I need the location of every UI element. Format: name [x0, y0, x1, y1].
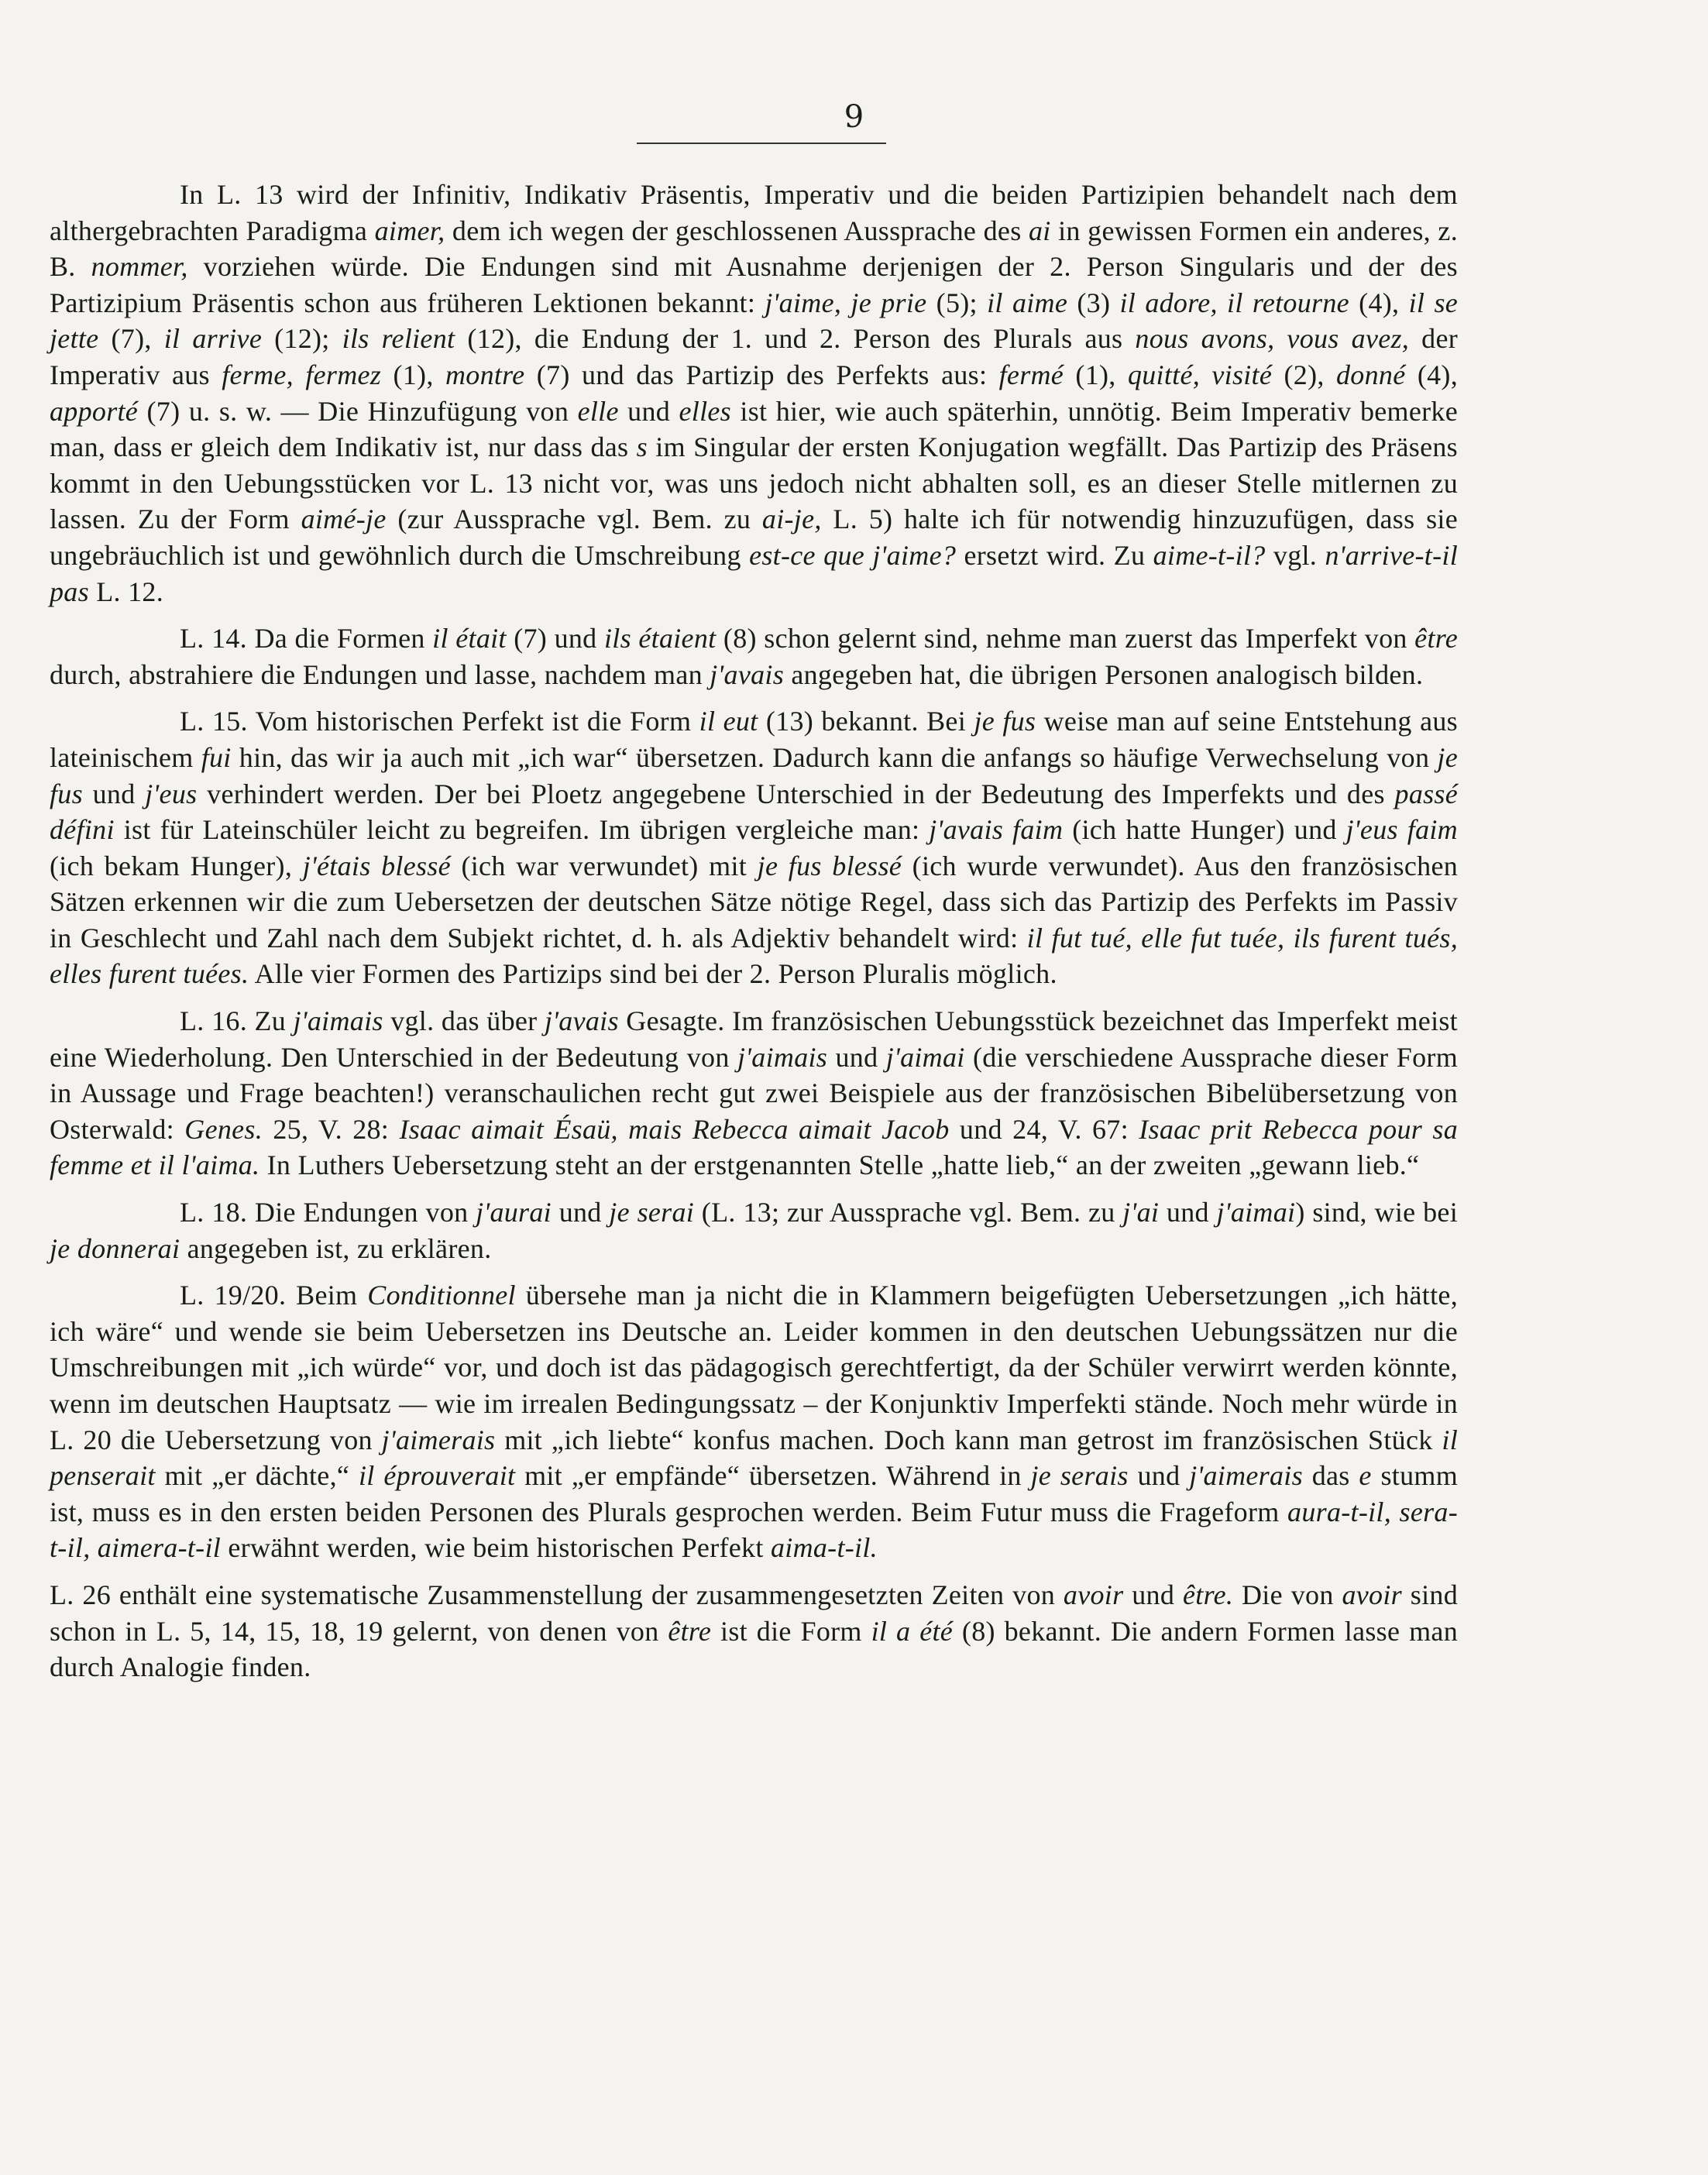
text-run: und [551, 1197, 610, 1228]
italic-text-run: il arrive [163, 323, 263, 355]
text-run: (2), [1272, 359, 1336, 390]
text-run: In Luthers Uebersetzung steht an der erstgenannten Stelle „hatte lieb,“ an der zweiten „gewann lieb.“ [259, 1149, 1420, 1181]
italic-text-run: fermé [998, 359, 1064, 390]
italic-text-run: passé défini [50, 778, 1459, 846]
text-run: Gesagte. Im französischen Uebungsstück bezeichnet das Imperfekt meist eine Wiederholung. Den Unterschied in der Bedeutung von [50, 1005, 1458, 1073]
text-run: (1), [1064, 359, 1128, 390]
text-run: (8) schon gelernt sind, nehme man zuerst das Imperfekt von [716, 623, 1415, 655]
italic-text-run: il adore, il retourne [1119, 287, 1349, 318]
text-run: L. 16. Zu [180, 1005, 294, 1037]
text-run: (8) bekannt. Die andern Formen lasse man durch Analogie finden. [50, 1615, 1458, 1683]
text-run: (die verschiedene Aussprache dieser Form in Aussage und Frage beachten!) veranschaulichen recht gut zwei Beispiele aus der französischen Bibelübersetzung von Osterwald: [50, 1041, 1459, 1145]
italic-text-run: aura-t-il, sera-t-il, aimera-t-il [50, 1496, 1458, 1564]
paragraph [50, 1003, 1458, 1184]
page-number: 9 [844, 99, 864, 135]
text-run: L. 19/20. Beim [180, 1280, 368, 1311]
text-run: L. 12. [88, 576, 164, 607]
italic-text-run: il éprouverait [358, 1460, 516, 1492]
italic-text-run: j'avais faim [929, 814, 1064, 846]
text-run: weise man auf seine Entstehung aus lateinischem [50, 706, 1458, 773]
italic-text-run: j'aimai [885, 1041, 965, 1073]
italic-text-run: montre [445, 359, 525, 390]
italic-text-run: il était [432, 623, 507, 655]
text-run: (ich war verwundet) mit [450, 850, 758, 881]
italic-text-run: j'avais [710, 658, 785, 690]
italic-text-run: aime-t-il? [1153, 539, 1266, 571]
text-run: der Imperativ aus [50, 323, 1459, 390]
text-run: (zur Aussprache vgl. Bem. zu [386, 503, 762, 535]
italic-text-run: je fus blessé [757, 850, 902, 881]
text-run: ist hier, wie auch späterhin, unnötig. Beim Imperativ bemerke man, dass er gleich dem Indikativ ist, nur dass das [50, 395, 1458, 463]
italic-text-run: Isaac prit Rebecca pour sa femme et il l'aima. [50, 1113, 1459, 1181]
text-run: in gewissen Formen ein anderes, z. B. [50, 215, 1458, 283]
italic-text-run: n'arrive-t-il pas [50, 539, 1458, 607]
text-run: (12); [262, 323, 342, 355]
text-run: ersetzt wird. Zu [956, 539, 1153, 571]
italic-text-run: avoir [1063, 1579, 1124, 1610]
text-run: mit „er dächte,“ [155, 1460, 359, 1492]
text-run: (4), [1405, 359, 1458, 390]
body-text [50, 177, 1458, 1685]
italic-text-run: s [636, 431, 648, 463]
paragraph [50, 1277, 1458, 1566]
italic-text-run: j'aurai [476, 1197, 552, 1228]
italic-text-run: j'aime, je prie [765, 287, 927, 318]
italic-text-run: ai [1028, 215, 1051, 246]
italic-text-run: e [1359, 1460, 1372, 1492]
paragraph [50, 1194, 1458, 1266]
text-run: (7) und [506, 623, 604, 655]
text-run: L. 5) halte ich für notwendig hinzuzufügen, dass sie ungebräuchlich ist und gewöhnlich durch die Umschreibung [50, 503, 1458, 571]
italic-text-run: il se jette [50, 287, 1459, 355]
text-run: In L. 13 wird der Infinitiv, Indikativ Präsentis, Imperativ und die beiden Partizipien behandelt nach dem althergebrachten Paradigma [50, 179, 1458, 246]
text-run: ist für Lateinschüler leicht zu begreifen. Im übrigen vergleiche man: [114, 814, 930, 846]
text-run: L. 14. Da die Formen [180, 623, 433, 655]
text-run: sind schon in L. 5, 14, 15, 18, 19 gelernt, von denen von [50, 1579, 1459, 1647]
text-run: Die von [1233, 1579, 1342, 1610]
italic-text-run: avoir [1342, 1579, 1402, 1610]
text-run: und [1159, 1197, 1217, 1228]
text-run: L. 26 enthält eine systematische Zusammenstellung der zusammengesetzten Zeiten von [50, 1579, 1064, 1610]
italic-text-run: j'avais [544, 1005, 619, 1037]
text-run: vorziehen würde. Die Endungen sind mit Ausnahme derjenigen der 2. Person Singularis und der des Partizipium Präsentis schon aus früheren Lektionen bekannt: [50, 251, 1458, 318]
paragraph [50, 177, 1458, 610]
text-run: (7), [98, 323, 164, 355]
text-run: (ich hatte Hunger) und [1063, 814, 1346, 846]
italic-text-run: être. [1183, 1579, 1234, 1610]
italic-text-run: est-ce que j'aime? [749, 539, 957, 571]
text-run: übersehe man ja nicht die in Klammern beigefügten Uebersetzungen „ich hätte, ich wäre“ und wende sie beim Uebersetzen ins Deutsche an. Leider kommen in den deutschen Uebungssätzen nur die Umschreibungen mit „ich würde“ vor, und doch ist das pädagogisch gerechtfertigt, da der Schüler verwirrt werden könnte, wenn im deutschen Hauptsatz — wie im irrealen Bedingungssatz – der Konjunktiv Imperfekti stände. Noch mehr würde in L. 20 die Uebersetzung von [50, 1280, 1458, 1455]
italic-text-run: il eut [699, 706, 758, 737]
italic-text-run: fui [201, 741, 232, 773]
text-run: hin, das wir ja auch mit „ich war“ übersetzen. Dadurch kann die anfangs so häufige Verwechselung von [231, 741, 1438, 773]
italic-text-run: quitté, visité [1127, 359, 1273, 390]
text-run: (7) u. s. w. — Die Hinzufügung von [138, 395, 578, 427]
text-run: L. 18. Die Endungen von [180, 1197, 476, 1228]
text-run: durch, abstrahiere die Endungen und lasse, nachdem man [50, 658, 710, 690]
italic-text-run: apporté [50, 395, 139, 427]
italic-text-run: j'aimai [1216, 1197, 1296, 1228]
italic-text-run: être [668, 1615, 712, 1647]
italic-text-run: j'aimais [737, 1041, 828, 1073]
text-run: mit „er empfände“ übersetzen. Während in [515, 1460, 1031, 1492]
italic-text-run: nommer, [91, 251, 188, 283]
italic-text-run: Genes. [184, 1113, 263, 1145]
text-run: und [618, 395, 679, 427]
italic-text-run: être [1414, 623, 1459, 655]
text-run: und [827, 1041, 886, 1073]
text-run: angegeben hat, die übrigen Personen analogisch bilden. [784, 658, 1424, 690]
text-run: L. 15. Vom historischen Perfekt ist die Form [180, 706, 699, 737]
italic-text-run: Conditionnel [367, 1280, 516, 1311]
italic-text-run: j'eus [145, 778, 198, 809]
text-run: vgl. [1265, 539, 1325, 571]
italic-text-run: elle [577, 395, 619, 427]
italic-text-run: ils étaient [603, 623, 717, 655]
italic-text-run: il a été [871, 1615, 954, 1647]
italic-text-run: j'aimerais [1189, 1460, 1303, 1492]
italic-text-run: je donnerai [50, 1232, 180, 1264]
text-run: (ich bekam Hunger), [50, 850, 303, 881]
italic-text-run: Isaac aimait Ésaü, mais Rebecca aimait Jacob [399, 1113, 950, 1145]
italic-text-run: j'ai [1122, 1197, 1160, 1228]
text-run: erwähnt werden, wie beim historischen Perfekt [221, 1532, 771, 1564]
italic-text-run: j'aimerais [381, 1424, 496, 1455]
text-run: (12), die Endung der 1. und 2. Person des Plurals aus [455, 323, 1136, 355]
text-run: (ich wurde verwundet). Aus den französischen Sätzen erkennen wir die zum Uebersetzen der deutschen Sätze nötige Regel, dass sich das Partizip des Perfekts im Passiv in Geschlecht und Zahl nach dem Subjekt richtet, d. h. als Adjektiv behandelt wird: [50, 850, 1459, 953]
text-run: (13) bekannt. Bei [758, 706, 974, 737]
text-run: stumm ist, muss es in den ersten beiden Personen des Plurals gesprochen werden. Beim Futur muss die Frageform [50, 1460, 1459, 1527]
text-run: mit „ich liebte“ konfus machen. Doch kann man getrost im französischen Stück [495, 1424, 1442, 1455]
text-run: ) sind, wie bei [1295, 1197, 1458, 1228]
text-run: 25, V. 28: [263, 1113, 400, 1145]
header-rule [637, 143, 886, 144]
italic-text-run: j'aimais [293, 1005, 383, 1037]
italic-text-run: je serais [1030, 1460, 1129, 1492]
text-run: (4), [1349, 287, 1409, 318]
italic-text-run: ai-je, [761, 503, 822, 535]
italic-text-run: ils relient [342, 323, 455, 355]
text-run: angegeben ist, zu erklären. [180, 1232, 492, 1264]
text-run: im Singular der ersten Konjugation wegfällt. Das Partizip des Präsens kommt in den Uebungsstücken vor L. 13 nicht vor, was uns jedoch nicht abhalten soll, es an dieser Stelle mitlernen zu lassen. Zu der Form [50, 431, 1458, 535]
text-run: das [1302, 1460, 1359, 1492]
italic-text-run: nous avons, vous avez, [1135, 323, 1410, 355]
italic-text-run: il penserait [50, 1424, 1458, 1492]
text-run: und 24, V. 67: [949, 1113, 1139, 1145]
text-run: dem ich wegen der geschlossenen Aussprache des [445, 215, 1029, 246]
text-run: ist die Form [711, 1615, 871, 1647]
italic-text-run: je fus [50, 741, 1459, 809]
text-run: (L. 13; zur Aussprache vgl. Bem. zu [694, 1197, 1123, 1228]
italic-text-run: aimé-je [301, 503, 387, 535]
italic-text-run: j'eus faim [1345, 814, 1458, 846]
text-run: und [1123, 1579, 1184, 1610]
italic-text-run: il aime [987, 287, 1068, 318]
italic-text-run: elles [679, 395, 731, 427]
text-run: und [1128, 1460, 1190, 1492]
paragraph [50, 703, 1458, 992]
italic-text-run: j'étais blessé [302, 850, 451, 881]
text-run: (5); [926, 287, 988, 318]
italic-text-run: ferme, fermez [222, 359, 382, 390]
text-run: Alle vier Formen des Partizips sind bei der 2. Person Pluralis möglich. [249, 958, 1057, 990]
text-run: vgl. das über [383, 1005, 545, 1037]
italic-text-run: il fut tué, elle fut tuée, ils furent tués, elles furent tuées. [50, 922, 1459, 990]
text-run: und [82, 778, 146, 809]
italic-text-run: aimer, [374, 215, 445, 246]
italic-text-run: donné [1336, 359, 1406, 390]
italic-text-run: je serai [609, 1197, 695, 1228]
text-run: (7) und das Partizip des Perfekts aus: [524, 359, 999, 390]
text-run: verhindert werden. Der bei Ploetz angegebene Unterschied in der Bedeutung des Imperfekts und des [197, 778, 1395, 809]
text-run: (3) [1067, 287, 1120, 318]
paragraph [50, 620, 1458, 692]
text-run: (1), [381, 359, 445, 390]
italic-text-run: aima-t-il. [770, 1532, 878, 1564]
italic-text-run: je fus [974, 706, 1036, 737]
paragraph [50, 1577, 1458, 1685]
